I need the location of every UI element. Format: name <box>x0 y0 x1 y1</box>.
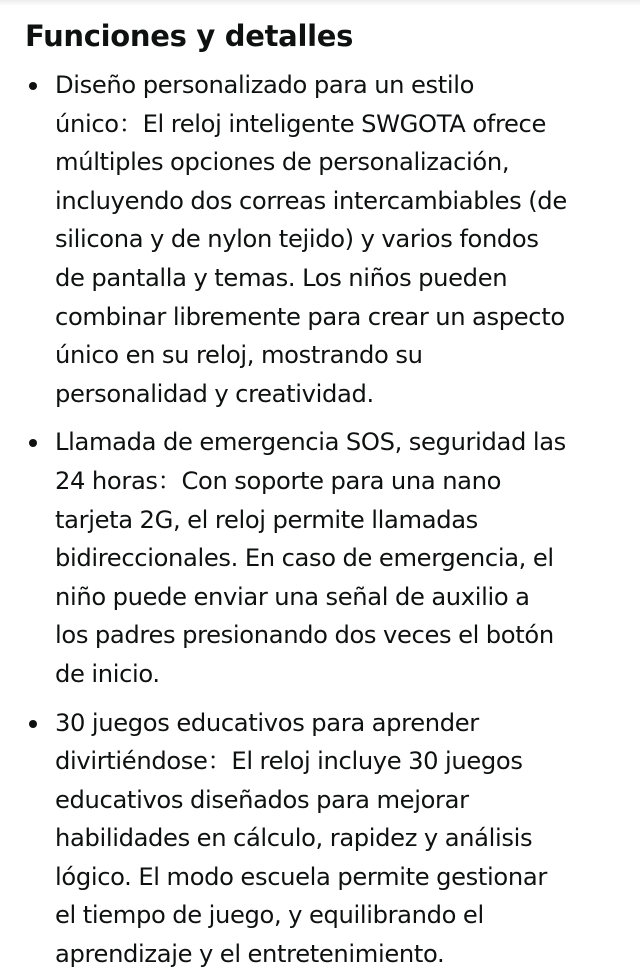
bullet-line: los padres presionando dos veces el botón <box>55 621 554 650</box>
bullet-line: aprendizaje y el entretenimiento. <box>55 940 445 969</box>
bullet-dot-icon <box>29 82 37 90</box>
bullet-line: divirtiéndose：El reloj incluye 30 juegos <box>55 747 523 776</box>
bullet-line: único：El reloj inteligente SWGOTA ofrece <box>55 109 547 138</box>
bullet-line: único en su reloj, mostrando su <box>55 341 423 370</box>
feature-bullet-list <box>0 66 640 974</box>
bullet-line: bidireccionales. En caso de emergencia, el <box>55 544 554 573</box>
bullet-line: silicona y de nylon tejido) y varios fondos <box>55 225 539 254</box>
bullet-line: 24 horas：Con soporte para una nano <box>55 466 502 495</box>
bullet-line: incluyendo dos correas intercambiables (de <box>55 186 567 215</box>
top-edge-shadow <box>0 0 640 6</box>
bullet-dot-icon <box>29 439 37 447</box>
feature-bullet-sos <box>0 423 640 693</box>
bullet-line: lógico. El modo escuela permite gestionar <box>55 862 547 891</box>
feature-bullet-games <box>0 704 640 974</box>
bullet-line: Diseño personalizado para un estilo <box>55 71 475 99</box>
section-title: Funciones y detalles <box>25 19 354 53</box>
bullet-line: educativos diseñados para mejorar <box>55 785 469 814</box>
bullet-line: combinar libremente para crear un aspecto <box>55 302 565 331</box>
bullet-line: el tiempo de juego, y equilibrando el <box>55 901 484 930</box>
bullet-line: personalidad y creatividad. <box>55 379 374 408</box>
bullet-line: Llamada de emergencia SOS, seguridad las <box>55 428 566 457</box>
bullet-line: múltiples opciones de personalización, <box>55 148 510 177</box>
bullet-dot-icon <box>29 720 37 728</box>
bullet-line: de inicio. <box>55 659 160 688</box>
bullet-line: habilidades en cálculo, rapidez y análisis <box>55 824 533 853</box>
feature-bullet-design <box>0 66 640 413</box>
bullet-line: niño puede enviar una señal de auxilio a <box>55 582 530 611</box>
bullet-line: 30 juegos educativos para aprender <box>55 708 479 737</box>
bullet-line: de pantalla y temas. Los niños pueden <box>55 263 508 292</box>
bullet-line: tarjeta 2G, el reloj permite llamadas <box>55 505 478 534</box>
